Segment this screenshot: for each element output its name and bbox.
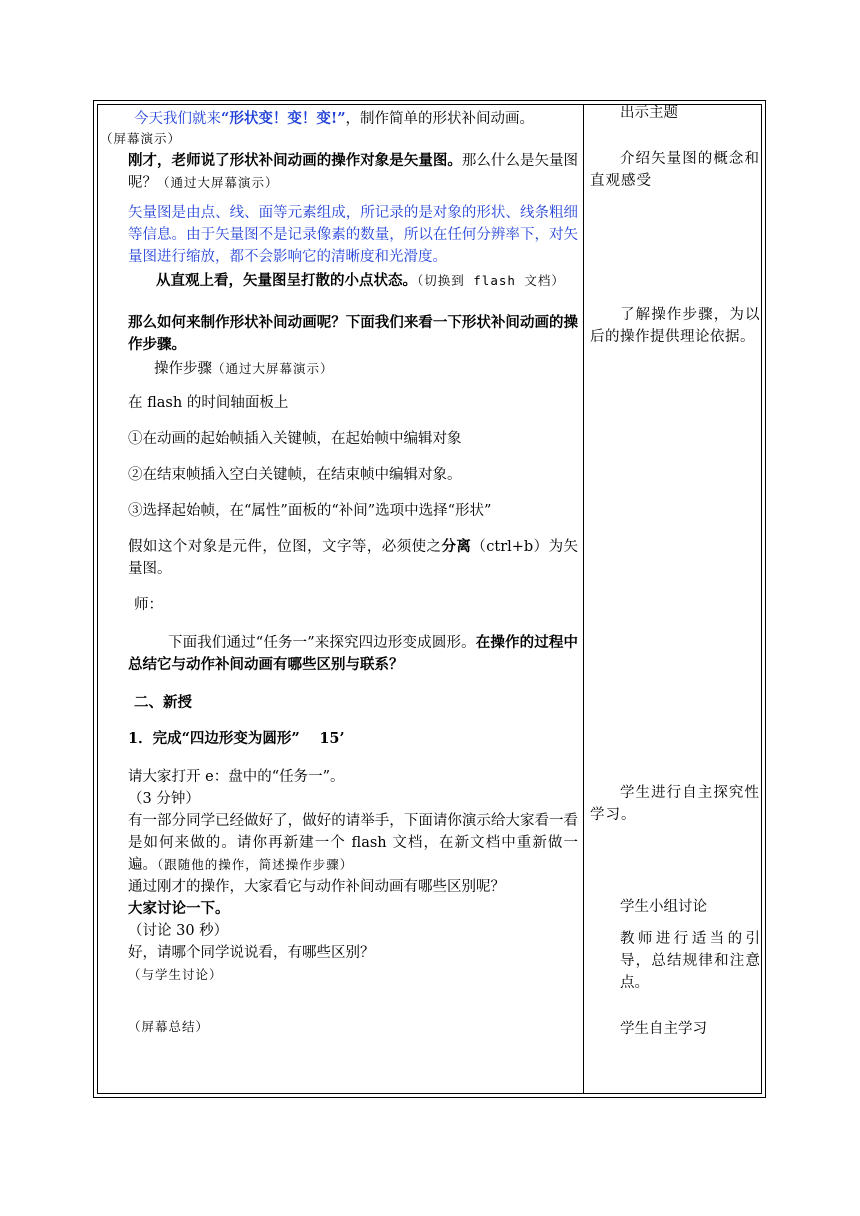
open-task-line: 请大家打开 e：盘中的“任务一”。 xyxy=(128,769,345,785)
with-students-note: （与学生讨论） xyxy=(128,967,223,982)
vector-question-note: （通过大屏幕演示） xyxy=(157,175,279,190)
demo-text: 有一部分同学已经做好了，做好的请举手，下面请你演示给大家看一看是如何来做的。请你再新建一个 flash 文档，在新文档中重新做一遍。 xyxy=(128,813,578,873)
vector-definition: 矢量图是由点、线、面等元素组成，所记录的是对象的形状、线条粗细等信息。由于矢量图不是记录像素的数量，所以在任何分辨率下，对矢量图进行缩放，都不会影响它的清晰度和光滑度。 xyxy=(128,205,578,265)
separate-pre: 假如这个对象是元件，位图，文字等，必须使之 xyxy=(128,539,442,555)
item-1-heading: 1．完成“四边形变为圆形” 15’ xyxy=(128,730,345,747)
demo-paragraph xyxy=(128,810,578,876)
steps-note: （通过大屏幕演示） xyxy=(212,361,334,376)
steps-label: 操作步骤 xyxy=(154,361,212,377)
timeline-line: 在 flash 的时间轴面板上 xyxy=(128,395,289,411)
separate-paragraph xyxy=(128,536,578,580)
vector-question-bold: 刚才，老师说了形状补间动画的操作对象是矢量图。 xyxy=(128,152,462,169)
vector-visual xyxy=(128,270,578,292)
step-1: ①在动画的起始帧插入关键帧，在起始帧中编辑对象 xyxy=(128,431,462,447)
demo-note: （跟随他的操作，简述操作步骤） xyxy=(157,857,354,872)
step-2: ②在结束帧插入空白关键帧，在结束帧中编辑对象。 xyxy=(128,467,462,483)
task-bold: 在操作的过程中总结它与动作补间动画有哪些区别与联系？ xyxy=(128,634,579,673)
note-learn-steps: 了解操作步骤，为以后的操作提供理论依据。 xyxy=(590,307,760,345)
note-group-discuss: 学生小组讨论 xyxy=(620,899,707,915)
vector-visual-note: （切换到 flash 文档） xyxy=(417,273,565,288)
note-self-study: 学生自主学习 xyxy=(620,1021,707,1037)
intro-title: “形状变！变！变!” xyxy=(221,110,346,127)
teaching-content-column xyxy=(100,108,579,1038)
separate-post: （ctrl+b）为矢量图。 xyxy=(128,539,579,577)
note-vector-intro: 介绍矢量图的概念和直观感受 xyxy=(590,151,760,189)
task-paragraph xyxy=(128,632,578,676)
note-show-topic: 出示主题 xyxy=(620,105,678,121)
screen-summary-note: （屏幕总结） xyxy=(128,1019,210,1034)
intro-pre: 今天我们就来 xyxy=(134,111,221,127)
discuss-line: 大家讨论一下。 xyxy=(128,900,230,917)
section-2-heading: 二、新授 xyxy=(134,694,192,711)
note-self-explore: 学生进行自主探究性学习。 xyxy=(590,785,760,823)
column-divider xyxy=(583,104,584,1094)
difference-question: 通过刚才的操作，大家看它与动作补间动画有哪些区别呢？ xyxy=(128,879,505,895)
intro-note: （屏幕演示） xyxy=(100,131,182,146)
teacher-label: 师： xyxy=(134,597,163,613)
intro-post: ，制作简单的形状补间动画。 xyxy=(345,111,535,127)
vector-visual-bold: 从直观上看，矢量图呈打散的小点状态。 xyxy=(156,272,417,289)
ask-line: 好，请哪个同学说说看，有哪些区别？ xyxy=(128,945,375,961)
task-pre: 下面我们通过“任务一”来探究四边形变成圆形。 xyxy=(168,635,476,651)
intro-paragraph xyxy=(128,108,578,130)
howto-paragraph: 那么如何来制作形状补间动画呢？下面我们来看一下形状补间动画的操作步骤。 xyxy=(128,314,578,353)
notes-column xyxy=(590,102,760,1040)
time-3-min: （3 分钟） xyxy=(128,791,200,807)
note-teacher-guide: 教师进行适当的引导，总结规律和注意点。 xyxy=(620,931,760,991)
vector-question-rest: 那么什么是矢量图呢？ xyxy=(128,153,579,191)
steps-heading xyxy=(128,358,578,380)
separate-bold: 分离 xyxy=(441,538,472,555)
step-3: ③选择起始帧，在“属性”面板的“补间”选项中选择“形状” xyxy=(128,503,492,519)
discuss-time: （讨论 30 秒） xyxy=(128,923,229,939)
vector-question xyxy=(128,150,578,194)
